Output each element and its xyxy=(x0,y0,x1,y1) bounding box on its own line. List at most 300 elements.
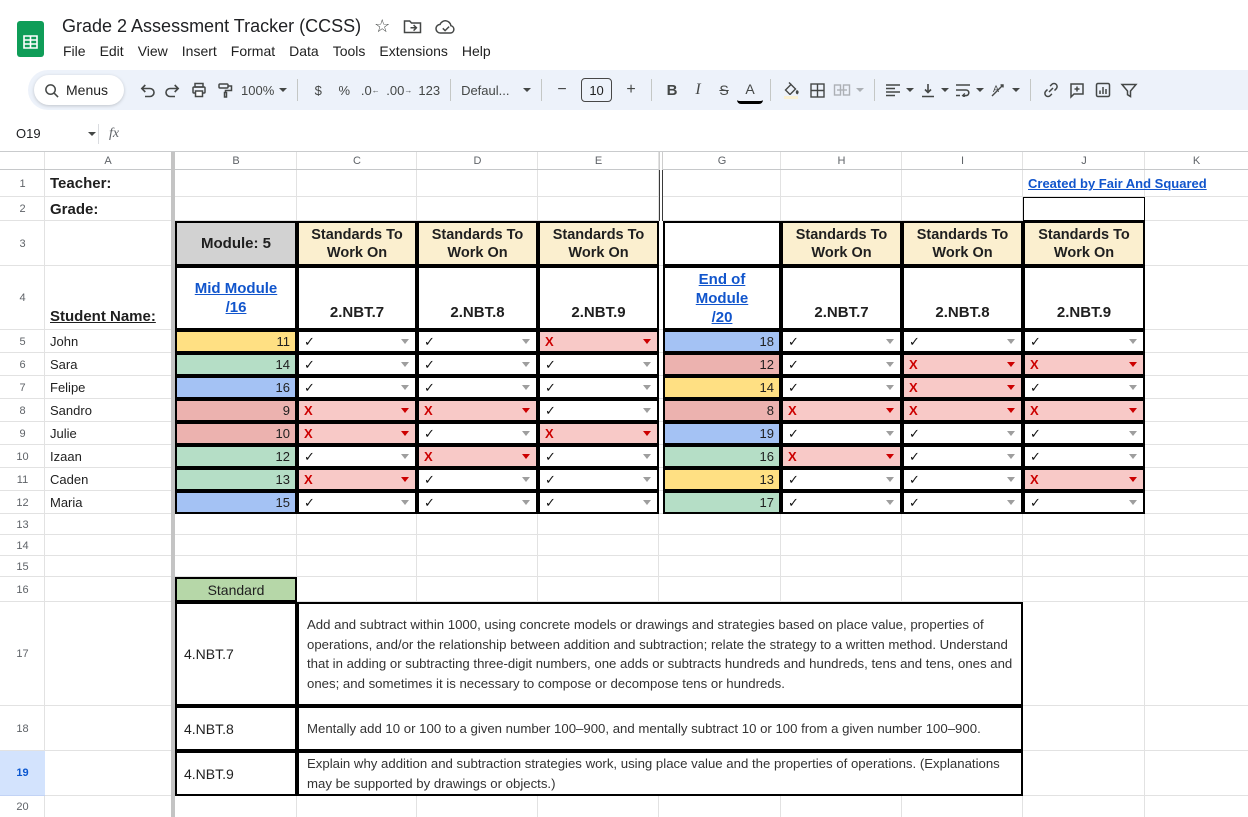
end-score-cell[interactable]: 18 xyxy=(663,330,781,353)
end-of-module-link-cell[interactable]: End of Module /20 xyxy=(663,266,781,330)
mark-cell[interactable] xyxy=(538,399,659,422)
dropdown-arrow-icon[interactable] xyxy=(522,454,530,459)
toolbar-divider xyxy=(541,79,542,101)
menu-edit[interactable]: Edit xyxy=(99,43,124,59)
mark-cell[interactable] xyxy=(1023,376,1145,399)
mark-glyph: ✓ xyxy=(424,471,435,487)
mark-glyph: X xyxy=(545,334,554,349)
mark-cell[interactable] xyxy=(297,353,417,376)
student-name-cell[interactable]: Sandro xyxy=(50,403,92,418)
mark-cell[interactable] xyxy=(538,353,659,376)
dropdown-arrow-icon[interactable] xyxy=(401,362,409,367)
row-header[interactable]: 11 xyxy=(16,473,29,486)
mark-cell[interactable] xyxy=(781,376,902,399)
mark-cell[interactable] xyxy=(417,353,538,376)
mark-glyph: ✓ xyxy=(788,356,799,372)
text-color-button[interactable]: A xyxy=(737,76,763,104)
undo-button[interactable] xyxy=(134,76,160,104)
chevron-down-icon xyxy=(856,88,864,92)
bordered-empty-cell[interactable] xyxy=(1023,197,1145,221)
teacher-label-cell[interactable]: Teacher: xyxy=(50,175,112,192)
mark-glyph: X xyxy=(909,403,918,418)
standard-code-header[interactable]: 2.NBT.7 xyxy=(781,266,902,330)
row-header[interactable]: 6 xyxy=(19,358,26,371)
hidden-column-indicator[interactable] xyxy=(659,170,663,221)
end-score-cell[interactable]: 12 xyxy=(663,353,781,376)
mark-glyph: ✓ xyxy=(545,402,556,418)
dropdown-arrow-icon[interactable] xyxy=(401,408,409,413)
row-header[interactable]: 20 xyxy=(16,800,29,813)
dropdown-arrow-icon[interactable] xyxy=(522,362,530,367)
end-score-cell[interactable]: 17 xyxy=(663,491,781,514)
dropdown-arrow-icon[interactable] xyxy=(886,408,894,413)
mid-score-cell[interactable]: 13 xyxy=(175,468,297,491)
dropdown-arrow-icon[interactable] xyxy=(522,500,530,505)
mark-cell[interactable] xyxy=(781,445,902,468)
mark-glyph: ✓ xyxy=(424,333,435,349)
dropdown-arrow-icon[interactable] xyxy=(1007,477,1015,482)
title-bar xyxy=(0,0,1248,70)
dropdown-arrow-icon[interactable] xyxy=(1129,339,1137,344)
create-filter-button[interactable] xyxy=(1116,76,1142,104)
mark-glyph: ✓ xyxy=(788,425,799,441)
menu-tools[interactable]: Tools xyxy=(332,43,366,59)
standard-description-cell[interactable]: Mentally add 10 or 100 to a given number 100–900, and mentally subtract 10 or 100 from a given number 100–900. xyxy=(297,706,1023,751)
mark-cell[interactable] xyxy=(538,491,659,514)
dropdown-arrow-icon[interactable] xyxy=(1129,500,1137,505)
mark-glyph: ✓ xyxy=(1030,333,1041,349)
mark-cell[interactable] xyxy=(417,468,538,491)
menus-label: Menus xyxy=(66,82,109,98)
cloud-status-icon[interactable] xyxy=(435,19,457,35)
mid-score-cell[interactable]: 11 xyxy=(175,330,297,353)
chevron-down-icon xyxy=(941,88,949,92)
dropdown-arrow-icon[interactable] xyxy=(886,362,894,367)
dropdown-arrow-icon[interactable] xyxy=(401,454,409,459)
mark-cell[interactable] xyxy=(902,376,1023,399)
dropdown-arrow-icon[interactable] xyxy=(1007,431,1015,436)
mark-cell[interactable] xyxy=(417,376,538,399)
italic-button[interactable]: I xyxy=(695,81,701,98)
gridline xyxy=(0,514,1248,535)
mark-glyph: ✓ xyxy=(909,471,920,487)
mark-glyph: X xyxy=(304,426,313,441)
mark-glyph: ✓ xyxy=(1030,379,1041,395)
mark-glyph: ✓ xyxy=(304,494,315,510)
dropdown-arrow-icon[interactable] xyxy=(643,454,651,459)
text-wrap-button[interactable] xyxy=(952,76,987,104)
mid-score-cell[interactable]: 15 xyxy=(175,491,297,514)
mark-glyph: ✓ xyxy=(424,425,435,441)
dropdown-arrow-icon[interactable] xyxy=(643,431,651,436)
print-button[interactable] xyxy=(186,76,212,104)
bold-button[interactable]: B xyxy=(666,81,678,99)
column-header-h[interactable]: H xyxy=(837,155,846,167)
mark-cell[interactable] xyxy=(297,445,417,468)
dropdown-arrow-icon[interactable] xyxy=(886,339,894,344)
column-header-j[interactable]: J xyxy=(1081,155,1087,167)
mark-cell[interactable] xyxy=(902,399,1023,422)
insert-link-button[interactable] xyxy=(1038,76,1064,104)
row-header[interactable]: 10 xyxy=(16,450,29,463)
mark-glyph: ✓ xyxy=(909,333,920,349)
dropdown-arrow-icon[interactable] xyxy=(522,431,530,436)
mark-glyph: ✓ xyxy=(304,379,315,395)
spreadsheet-grid xyxy=(0,152,1248,817)
font-size-input[interactable]: 10 xyxy=(581,78,612,102)
standards-to-work-on-cell[interactable]: Standards To Work On xyxy=(1023,221,1145,266)
chevron-down-icon xyxy=(976,88,984,92)
merge-cells-button[interactable] xyxy=(830,76,867,104)
document-title[interactable]: Grade 2 Assessment Tracker (CCSS) xyxy=(62,16,362,36)
mark-glyph: ✓ xyxy=(788,379,799,395)
mark-cell[interactable] xyxy=(1023,399,1145,422)
created-by-link[interactable]: Created by Fair And Squared xyxy=(1028,176,1207,191)
mark-glyph: ✓ xyxy=(909,425,920,441)
mid-score-cell[interactable]: 9 xyxy=(175,399,297,422)
dropdown-arrow-icon[interactable] xyxy=(886,500,894,505)
strikethrough-button[interactable]: S xyxy=(719,82,729,98)
decrease-font-size-button[interactable]: − xyxy=(557,81,567,98)
standards-to-work-on-cell[interactable]: Standards To Work On xyxy=(902,221,1023,266)
column-header-d[interactable]: D xyxy=(473,155,482,167)
row-header[interactable]: 13 xyxy=(16,518,29,531)
dropdown-arrow-icon[interactable] xyxy=(401,477,409,482)
menus-search-button[interactable] xyxy=(34,75,124,105)
column-header-g[interactable]: G xyxy=(717,155,727,167)
dropdown-arrow-icon[interactable] xyxy=(1129,431,1137,436)
mark-glyph: ✓ xyxy=(424,379,435,395)
move-to-folder-icon[interactable] xyxy=(403,18,422,35)
chevron-down-icon xyxy=(1012,88,1020,92)
paint-bucket-icon xyxy=(783,82,799,95)
mark-glyph: X xyxy=(909,380,918,395)
student-name-cell[interactable]: John xyxy=(50,334,79,349)
mark-glyph: ✓ xyxy=(304,356,315,372)
borders-button[interactable] xyxy=(804,76,830,104)
dropdown-arrow-icon[interactable] xyxy=(1007,500,1015,505)
student-name-cell[interactable]: Felipe xyxy=(50,380,86,395)
mark-cell[interactable] xyxy=(297,399,417,422)
dropdown-arrow-icon[interactable] xyxy=(1129,454,1137,459)
mark-glyph: X xyxy=(1030,472,1039,487)
mid-score-cell[interactable]: 12 xyxy=(175,445,297,468)
mark-cell[interactable] xyxy=(1023,353,1145,376)
menu-bar xyxy=(0,37,1248,61)
dropdown-arrow-icon[interactable] xyxy=(401,431,409,436)
menu-data[interactable]: Data xyxy=(289,43,319,59)
dropdown-arrow-icon[interactable] xyxy=(522,477,530,482)
fx-label: fx xyxy=(109,125,120,141)
standard-code-header[interactable]: 2.NBT.9 xyxy=(538,266,659,330)
mark-cell[interactable] xyxy=(902,468,1023,491)
fill-color-button[interactable] xyxy=(778,76,804,104)
toolbar-divider xyxy=(770,79,771,101)
column-header-a[interactable]: A xyxy=(104,155,112,167)
mark-cell[interactable] xyxy=(417,445,538,468)
toolbar-divider xyxy=(450,79,451,101)
dropdown-arrow-icon[interactable] xyxy=(643,408,651,413)
mark-cell[interactable] xyxy=(538,468,659,491)
mark-cell[interactable] xyxy=(417,491,538,514)
row-header-selected[interactable]: 19 xyxy=(0,751,45,796)
row-header[interactable]: 8 xyxy=(19,404,26,417)
mark-glyph: ✓ xyxy=(788,333,799,349)
toolbar-divider xyxy=(874,79,875,101)
mark-glyph: X xyxy=(545,426,554,441)
dropdown-arrow-icon[interactable] xyxy=(401,500,409,505)
dropdown-arrow-icon[interactable] xyxy=(1007,339,1015,344)
end-score-cell[interactable]: 19 xyxy=(663,422,781,445)
mark-cell[interactable] xyxy=(297,330,417,353)
column-header-b[interactable]: B xyxy=(232,155,240,167)
mark-glyph: ✓ xyxy=(545,471,556,487)
row-header[interactable]: 14 xyxy=(16,539,29,552)
mark-glyph: ✓ xyxy=(545,494,556,510)
mark-cell[interactable] xyxy=(902,491,1023,514)
standard-code-header[interactable]: 2.NBT.9 xyxy=(1023,266,1145,330)
mark-cell[interactable] xyxy=(1023,491,1145,514)
mark-glyph: ✓ xyxy=(424,494,435,510)
end-score-cell[interactable]: 14 xyxy=(663,376,781,399)
insert-chart-button[interactable] xyxy=(1090,76,1116,104)
more-formats-button[interactable]: 123 xyxy=(418,82,441,98)
mark-cell[interactable] xyxy=(902,445,1023,468)
name-box[interactable]: O19 xyxy=(0,126,96,141)
student-name-cell[interactable]: Julie xyxy=(50,426,77,441)
student-name-cell[interactable]: Caden xyxy=(50,472,89,487)
dropdown-arrow-icon[interactable] xyxy=(1129,362,1137,367)
student-name-cell[interactable]: Izaan xyxy=(50,449,82,464)
sheets-logo-icon[interactable] xyxy=(17,21,44,62)
dropdown-arrow-icon[interactable] xyxy=(886,454,894,459)
column-header-i[interactable]: I xyxy=(960,155,965,167)
standards-to-work-on-cell[interactable]: Standards To Work On xyxy=(538,221,659,266)
redo-button[interactable] xyxy=(160,76,186,104)
mark-cell[interactable] xyxy=(781,491,902,514)
mark-cell[interactable] xyxy=(781,468,902,491)
chevron-down-icon xyxy=(88,132,96,136)
mark-cell[interactable] xyxy=(1023,468,1145,491)
toolbar-divider xyxy=(651,79,652,101)
grade-label-cell[interactable]: Grade: xyxy=(50,200,99,218)
standards-to-work-on-cell[interactable]: Standards To Work On xyxy=(297,221,417,266)
standard-code-header[interactable]: 2.NBT.8 xyxy=(902,266,1023,330)
menu-insert[interactable]: Insert xyxy=(181,43,217,59)
mid-module-link-cell[interactable]: Mid Module /16 xyxy=(175,266,297,330)
mark-glyph: ✓ xyxy=(1030,425,1041,441)
dropdown-arrow-icon[interactable] xyxy=(643,339,651,344)
row-header[interactable]: 7 xyxy=(19,381,26,394)
mark-glyph: ✓ xyxy=(424,356,435,372)
mark-glyph: X xyxy=(304,472,313,487)
gridline xyxy=(0,535,1248,556)
end-score-cell[interactable]: 16 xyxy=(663,445,781,468)
row-header[interactable]: 16 xyxy=(16,583,29,596)
mark-glyph: ✓ xyxy=(909,494,920,510)
arrow-right-icon: → xyxy=(404,85,413,95)
row-header[interactable]: 5 xyxy=(19,335,26,348)
mark-glyph: ✓ xyxy=(304,448,315,464)
mid-score-cell[interactable]: 10 xyxy=(175,422,297,445)
decrease-decimal-button[interactable]: .0 ← xyxy=(360,82,380,98)
mark-cell[interactable] xyxy=(902,422,1023,445)
dropdown-arrow-icon[interactable] xyxy=(886,431,894,436)
end-score-cell[interactable]: 8 xyxy=(663,399,781,422)
toolbar xyxy=(28,70,1248,110)
dropdown-arrow-icon[interactable] xyxy=(1007,454,1015,459)
standards-to-work-on-cell[interactable]: Standards To Work On xyxy=(781,221,902,266)
mark-cell[interactable] xyxy=(297,422,417,445)
menu-view[interactable]: View xyxy=(137,43,168,59)
dropdown-arrow-icon[interactable] xyxy=(1007,408,1015,413)
dropdown-arrow-icon[interactable] xyxy=(643,385,651,390)
mark-glyph: ✓ xyxy=(1030,448,1041,464)
mark-cell[interactable] xyxy=(297,376,417,399)
standard-description-cell[interactable]: Explain why addition and subtraction strategies work, using place value and the properties of operations. (Explanations may be supported by drawings or objects.) xyxy=(297,751,1023,796)
row-header[interactable]: 18 xyxy=(16,722,29,735)
dropdown-arrow-icon[interactable] xyxy=(401,385,409,390)
empty-bordered-cell[interactable] xyxy=(663,221,781,266)
chevron-down-icon xyxy=(279,88,287,92)
gridline xyxy=(0,556,1248,577)
mark-glyph: X xyxy=(788,449,797,464)
dropdown-arrow-icon[interactable] xyxy=(643,477,651,482)
column-header-c[interactable]: C xyxy=(353,155,361,167)
dropdown-arrow-icon[interactable] xyxy=(886,477,894,482)
mark-cell[interactable] xyxy=(538,445,659,468)
mark-glyph: X xyxy=(304,403,313,418)
column-header-k[interactable]: K xyxy=(1192,155,1201,167)
mark-cell[interactable] xyxy=(417,422,538,445)
row-header[interactable]: 17 xyxy=(16,648,29,660)
column-header-e[interactable]: E xyxy=(594,155,603,167)
row-header[interactable]: 4 xyxy=(19,292,26,304)
standard-code-cell[interactable]: 4.NBT.9 xyxy=(175,751,297,796)
star-icon[interactable]: ☆ xyxy=(374,16,391,36)
svg-text:A: A xyxy=(993,83,1000,94)
standard-description-cell[interactable]: Add and subtract within 1000, using concrete models or drawings and strategies based on place value, properties of operations, and/or the relationship between addition and subtraction; relate the strategy to a written method. Understand that in adding or subtracting three-digit numbers, one adds or subtracts hundreds and hundreds, tens and tens, ones and ones; and sometimes it is necessary to compose or decompose tens or hundreds. xyxy=(297,602,1023,706)
dropdown-arrow-icon[interactable] xyxy=(522,339,530,344)
mark-glyph: X xyxy=(1030,403,1039,418)
standard-code-cell[interactable]: 4.NBT.7 xyxy=(175,602,297,706)
chevron-down-icon xyxy=(523,88,531,92)
mark-glyph: X xyxy=(424,449,433,464)
menu-help[interactable]: Help xyxy=(461,43,491,59)
dropdown-arrow-icon[interactable] xyxy=(1007,362,1015,367)
mark-cell[interactable] xyxy=(417,330,538,353)
zoom-select[interactable]: 100% xyxy=(238,76,290,104)
mark-glyph: ✓ xyxy=(545,448,556,464)
mark-glyph: ✓ xyxy=(788,494,799,510)
mark-glyph: ✓ xyxy=(545,379,556,395)
menu-format[interactable]: Format xyxy=(230,43,276,59)
mark-glyph: X xyxy=(788,403,797,418)
mark-glyph: ✓ xyxy=(788,471,799,487)
mark-cell[interactable] xyxy=(1023,422,1145,445)
dropdown-arrow-icon[interactable] xyxy=(1007,385,1015,390)
student-name-cell[interactable]: Sara xyxy=(50,357,78,372)
mark-cell[interactable] xyxy=(902,330,1023,353)
paint-format-button[interactable] xyxy=(212,76,238,104)
mark-glyph: ✓ xyxy=(1030,494,1041,510)
insert-comment-button[interactable] xyxy=(1064,76,1090,104)
horizontal-align-button[interactable] xyxy=(882,76,917,104)
row-header[interactable]: 12 xyxy=(16,496,29,509)
dropdown-arrow-icon[interactable] xyxy=(1129,477,1137,482)
mid-score-cell[interactable]: 16 xyxy=(175,376,297,399)
module-header-cell[interactable]: Module: 5 xyxy=(175,221,297,266)
dropdown-arrow-icon[interactable] xyxy=(1129,385,1137,390)
dropdown-arrow-icon[interactable] xyxy=(886,385,894,390)
toolbar-divider xyxy=(1030,79,1031,101)
dropdown-arrow-icon[interactable] xyxy=(643,500,651,505)
mark-cell[interactable] xyxy=(538,330,659,353)
arrow-left-icon: ← xyxy=(371,85,380,95)
dropdown-arrow-icon[interactable] xyxy=(522,385,530,390)
toolbar-divider xyxy=(297,79,298,101)
standard-code-header[interactable]: 2.NBT.7 xyxy=(297,266,417,330)
dropdown-arrow-icon[interactable] xyxy=(1129,408,1137,413)
row-header[interactable]: 3 xyxy=(19,237,26,250)
mark-glyph: X xyxy=(424,403,433,418)
dropdown-arrow-icon[interactable] xyxy=(643,362,651,367)
row-header[interactable]: 2 xyxy=(19,203,26,215)
mark-cell[interactable] xyxy=(1023,445,1145,468)
mark-cell[interactable] xyxy=(781,330,902,353)
chevron-down-icon xyxy=(906,88,914,92)
mark-glyph: ✓ xyxy=(545,356,556,372)
row-header[interactable]: 9 xyxy=(19,427,26,440)
mark-cell[interactable] xyxy=(417,399,538,422)
text-rotation-button[interactable] xyxy=(987,76,1023,104)
standard-code-cell[interactable]: 4.NBT.8 xyxy=(175,706,297,751)
student-name-cell[interactable]: Maria xyxy=(50,495,83,510)
font-select[interactable]: Defaul... xyxy=(458,76,534,104)
mark-glyph: X xyxy=(909,357,918,372)
mark-cell[interactable] xyxy=(297,468,417,491)
mid-score-cell[interactable]: 14 xyxy=(175,353,297,376)
mark-cell[interactable] xyxy=(1023,330,1145,353)
increase-decimal-button[interactable]: .00 → xyxy=(386,82,413,98)
menu-extensions[interactable]: Extensions xyxy=(379,43,448,59)
format-percent-button[interactable]: % xyxy=(338,82,351,98)
standard-code-header[interactable]: 2.NBT.8 xyxy=(417,266,538,330)
mark-cell[interactable] xyxy=(902,353,1023,376)
row-header[interactable]: 1 xyxy=(19,177,26,190)
menu-file[interactable]: File xyxy=(63,43,86,59)
format-currency-button[interactable]: $ xyxy=(314,82,322,98)
divider xyxy=(98,124,99,144)
increase-font-size-button[interactable]: + xyxy=(626,81,636,98)
mark-cell[interactable] xyxy=(781,422,902,445)
standards-to-work-on-cell[interactable]: Standards To Work On xyxy=(417,221,538,266)
search-icon xyxy=(44,83,59,98)
row-header[interactable]: 15 xyxy=(16,560,29,573)
dropdown-arrow-icon[interactable] xyxy=(522,408,530,413)
end-score-cell[interactable]: 13 xyxy=(663,468,781,491)
mark-cell[interactable] xyxy=(781,399,902,422)
mark-cell[interactable] xyxy=(538,376,659,399)
vertical-align-button[interactable] xyxy=(917,76,952,104)
mark-cell[interactable] xyxy=(297,491,417,514)
student-name-header-cell[interactable]: Student Name: xyxy=(50,308,156,325)
mark-glyph: X xyxy=(1030,357,1039,372)
mark-cell[interactable] xyxy=(781,353,902,376)
dropdown-arrow-icon[interactable] xyxy=(401,339,409,344)
mark-cell[interactable] xyxy=(538,422,659,445)
standard-table-header-cell[interactable]: Standard xyxy=(175,577,297,602)
